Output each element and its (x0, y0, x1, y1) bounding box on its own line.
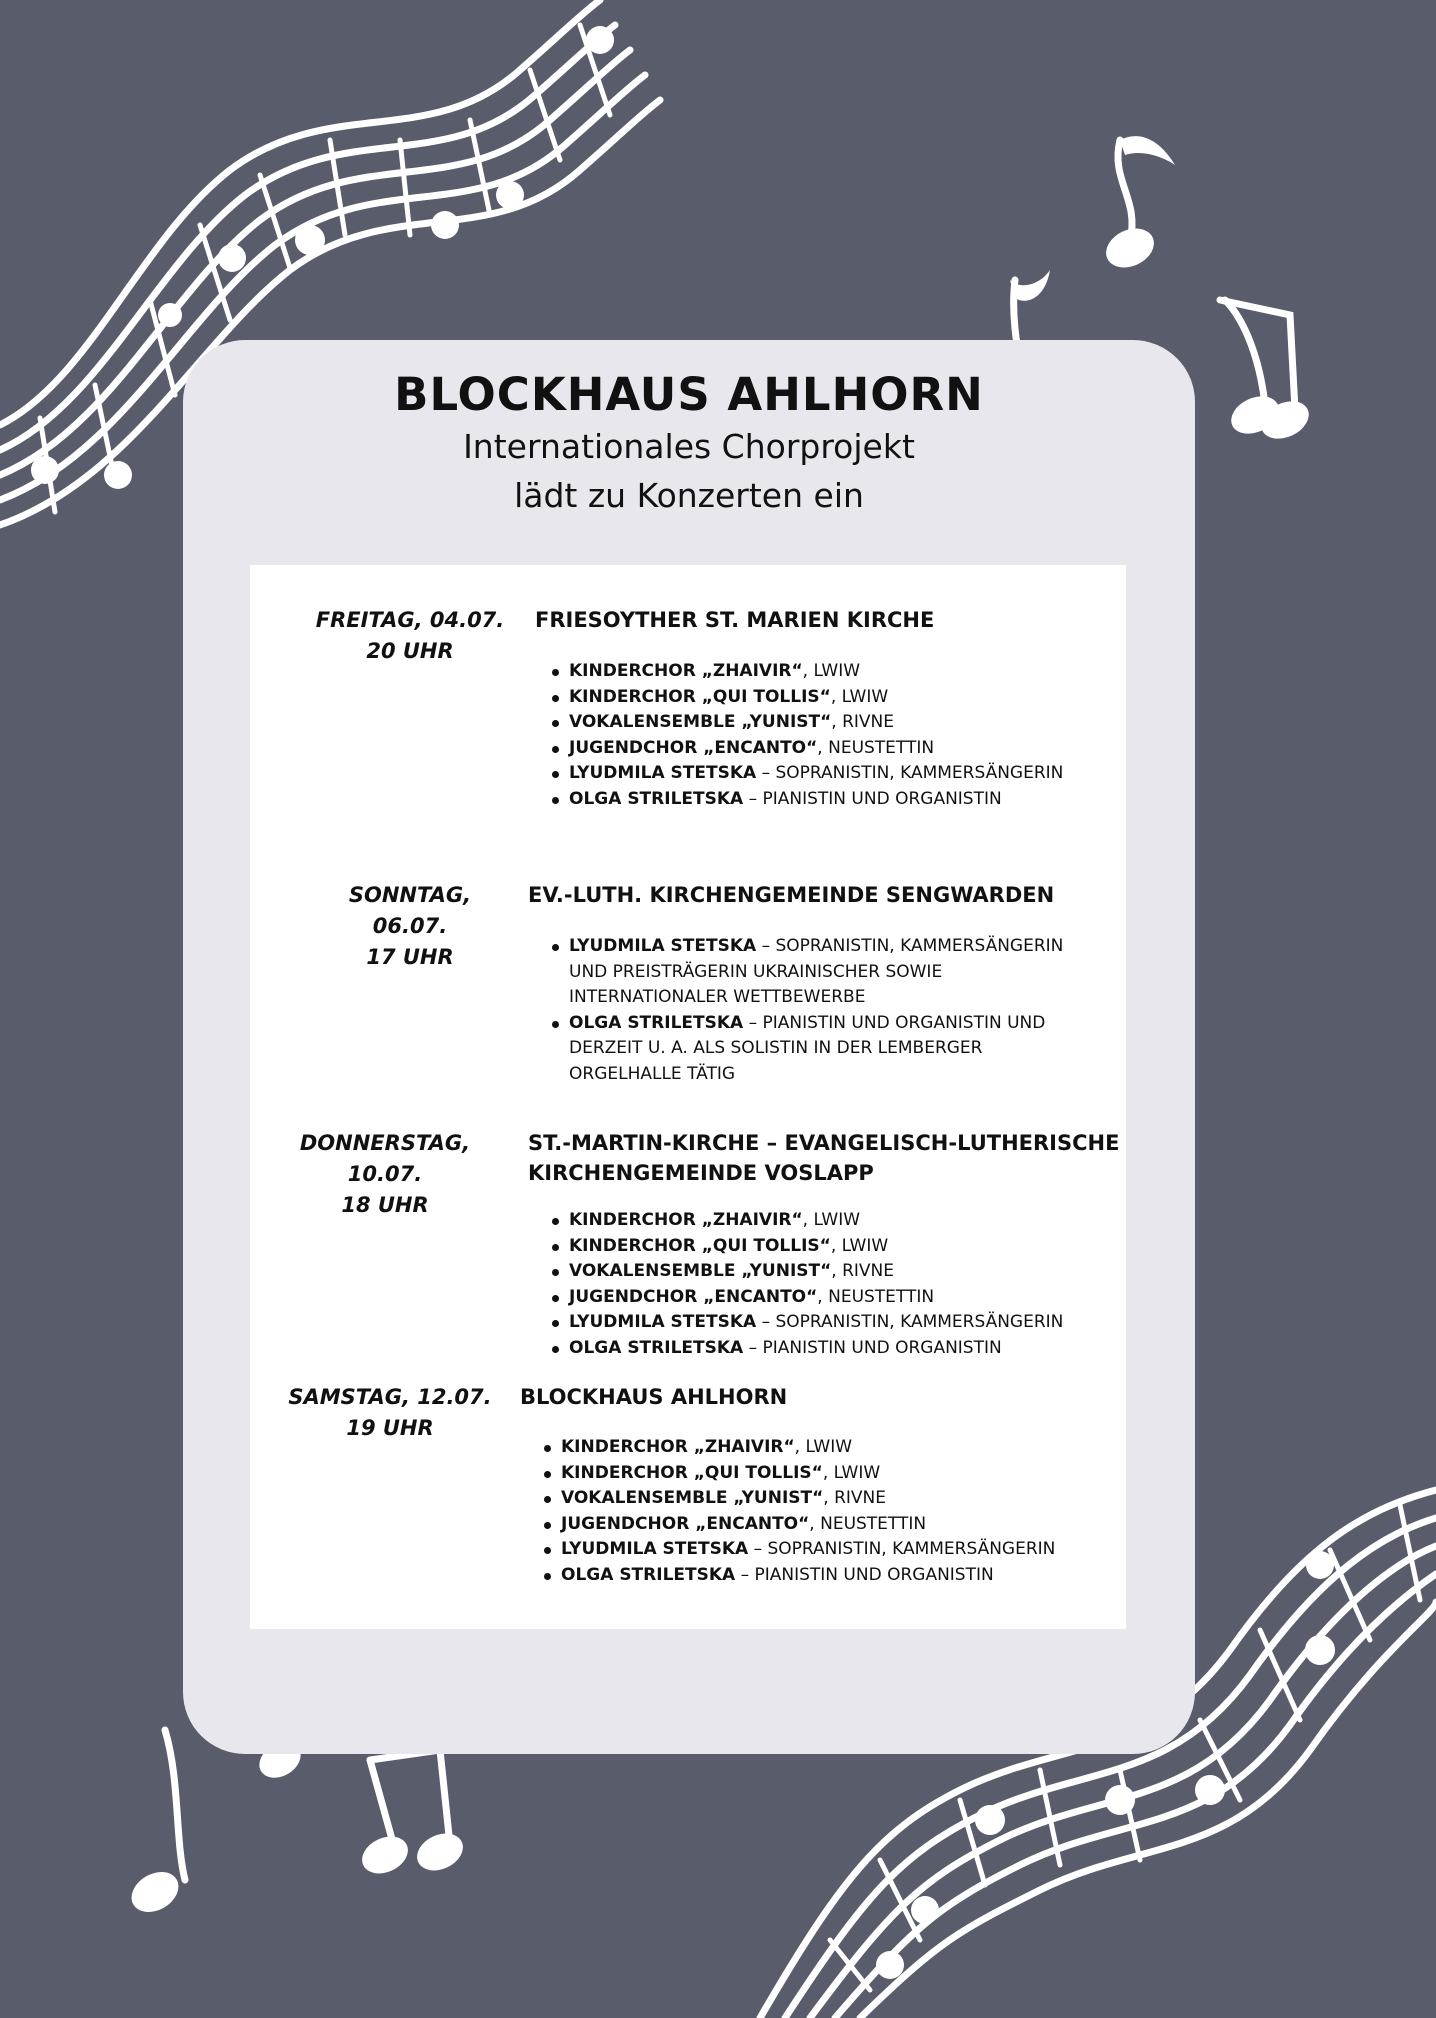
concert-card (183, 340, 1195, 1754)
event-time: 17 UHR (366, 945, 454, 969)
event-time: 20 UHR (366, 639, 454, 663)
performer-item: KINDERCHOR „ZHAIVIR“, LWIW (551, 1208, 1111, 1234)
event-venue: ST.-MARTIN-KIRCHE – EVANGELISCH-LUTHERISCHE KIRCHENGEMEINDE VOSLAPP (528, 1131, 1120, 1185)
performer-item: KINDERCHOR „ZHAIVIR“, LWIW (551, 659, 1111, 685)
performer-item: KINDERCHOR „QUI TOLLIS“, LWIW (551, 1234, 1111, 1260)
event-date-block (310, 880, 510, 973)
event-date-block (260, 1128, 510, 1221)
event-date-block (280, 1382, 500, 1444)
event-venue: EV.-LUTH. KIRCHENGEMEINDE SENGWARDEN (528, 883, 1055, 907)
performer-item: KINDERCHOR „QUI TOLLIS“, LWIW (543, 1461, 1103, 1487)
performer-item: OLGA STRILETSKA – PIANISTIN UND ORGANISTIN (551, 1336, 1111, 1362)
performer-list (551, 659, 1111, 812)
performer-item: JUGENDCHOR „ENCANTO“, NEUSTETTIN (551, 736, 1111, 762)
event-time: 18 UHR (341, 1193, 429, 1217)
poster-subtitle: Internationales Chorprojekt (463, 427, 915, 466)
event-date: FREITAG, 04.07. (315, 608, 505, 632)
performer-list (551, 1208, 1111, 1361)
performer-item: OLGA STRILETSKA – PIANISTIN UND ORGANISTIN UND DERZEIT U. A. ALS SOLISTIN IN DER LEMBERGER ORGELHALLE TÄTIG (551, 1011, 1081, 1088)
performer-item: VOKALENSEMBLE „YUNIST“, RIVNE (543, 1486, 1103, 1512)
performer-item: LYUDMILA STETSKA – SOPRANISTIN, KAMMERSÄNGERIN (543, 1537, 1103, 1563)
performer-list (543, 1435, 1103, 1588)
performer-item: LYUDMILA STETSKA – SOPRANISTIN, KAMMERSÄNGERIN (551, 761, 1111, 787)
performer-item: VOKALENSEMBLE „YUNIST“, RIVNE (551, 1259, 1111, 1285)
poster-tagline: lädt zu Konzerten ein (514, 475, 864, 515)
performer-item: JUGENDCHOR „ENCANTO“, NEUSTETTIN (543, 1512, 1103, 1538)
event-date: SAMSTAG, 12.07. (288, 1385, 492, 1409)
event-date-block (310, 605, 510, 667)
performer-item: VOKALENSEMBLE „YUNIST“, RIVNE (551, 710, 1111, 736)
event-venue: FRIESOYTHER ST. MARIEN KIRCHE (535, 608, 935, 632)
poster-title: BLOCKHAUS AHLHORN (394, 368, 984, 421)
event-time: 19 UHR (346, 1416, 434, 1440)
event-date: DONNERSTAG, 10.07. (299, 1131, 471, 1186)
event-venue: BLOCKHAUS AHLHORN (520, 1385, 788, 1409)
performer-list (551, 934, 1081, 1087)
performer-item: KINDERCHOR „ZHAIVIR“, LWIW (543, 1435, 1103, 1461)
schedule-panel (250, 565, 1126, 1629)
poster-header (183, 368, 1195, 518)
performer-item: OLGA STRILETSKA – PIANISTIN UND ORGANISTIN (543, 1563, 1103, 1589)
performer-item: KINDERCHOR „QUI TOLLIS“, LWIW (551, 685, 1111, 711)
performer-item: LYUDMILA STETSKA – SOPRANISTIN, KAMMERSÄNGERIN (551, 1310, 1111, 1336)
performer-item: JUGENDCHOR „ENCANTO“, NEUSTETTIN (551, 1285, 1111, 1311)
performer-item: LYUDMILA STETSKA – SOPRANISTIN, KAMMERSÄNGERIN UND PREISTRÄGERIN UKRAINISCHER SOWIE INTERNATIONALER WETTBEWERBE (551, 934, 1081, 1011)
performer-item: OLGA STRILETSKA – PIANISTIN UND ORGANISTIN (551, 787, 1111, 813)
event-date: SONNTAG, 06.07. (348, 883, 472, 938)
